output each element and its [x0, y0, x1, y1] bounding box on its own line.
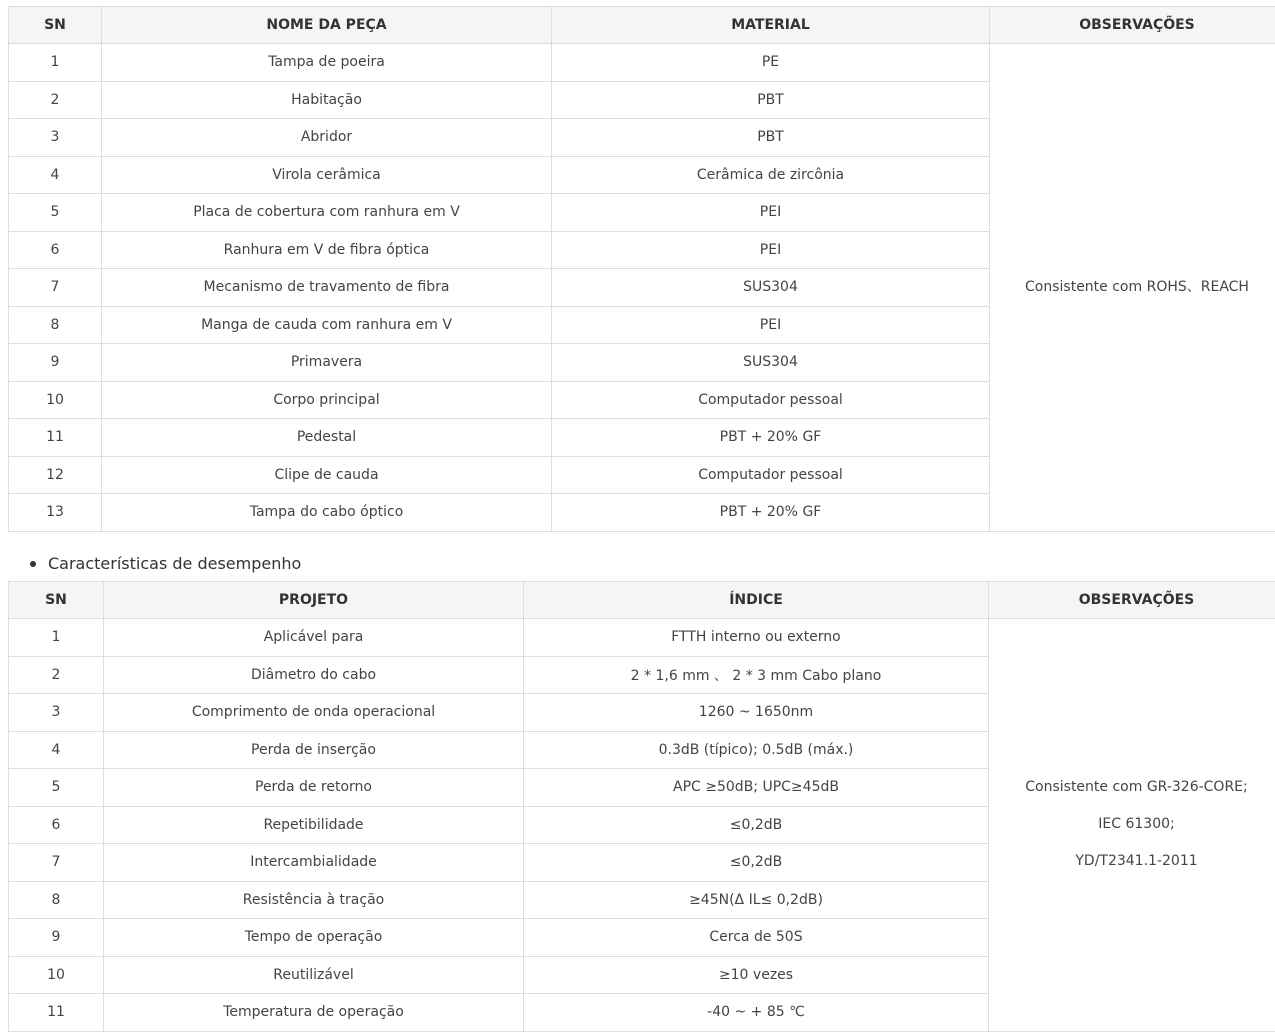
remarks-cell — [989, 619, 1275, 1032]
index-cell: 2 * 1,6 mm 、 2 * 3 mm Cabo plano — [524, 656, 989, 694]
materials-header-row — [9, 7, 1275, 44]
header-material: MATERIAL — [552, 7, 990, 44]
sn-cell: 4 — [9, 731, 104, 769]
header-index: ÍNDICE — [524, 582, 989, 619]
header-remarks: OBSERVAÇÕES — [989, 582, 1275, 619]
project-cell: Tempo de operação — [104, 919, 524, 957]
index-cell: 1260 ~ 1650nm — [524, 694, 989, 732]
project-cell: Resistência à tração — [104, 881, 524, 919]
materials-body — [9, 44, 1275, 532]
project-cell: Reutilizável — [104, 956, 524, 994]
sn-cell: 8 — [9, 306, 102, 344]
remark-line: IEC 61300; — [1098, 816, 1175, 833]
table-row — [9, 44, 1275, 82]
part-name-cell: Habitação — [102, 81, 552, 119]
part-name-cell: Clipe de cauda — [102, 456, 552, 494]
sn-cell: 5 — [9, 769, 104, 807]
part-name-cell: Placa de cobertura com ranhura em V — [102, 194, 552, 232]
bullet-icon — [30, 561, 36, 567]
part-name-cell: Abridor — [102, 119, 552, 157]
header-sn: SN — [9, 7, 102, 44]
material-cell: PBT — [552, 119, 990, 157]
performance-body — [9, 619, 1275, 1032]
part-name-cell: Manga de cauda com ranhura em V — [102, 306, 552, 344]
sn-cell: 5 — [9, 194, 102, 232]
sn-cell: 11 — [9, 419, 102, 457]
material-cell: Computador pessoal — [552, 456, 990, 494]
sn-cell: 3 — [9, 119, 102, 157]
project-cell: Perda de inserção — [104, 731, 524, 769]
index-cell: ≥45N(Δ IL≤ 0,2dB) — [524, 881, 989, 919]
remark-line: YD/T2341.1-2011 — [1075, 853, 1198, 870]
sn-cell: 4 — [9, 156, 102, 194]
sn-cell: 1 — [9, 44, 102, 82]
material-cell: PBT + 20% GF — [552, 494, 990, 532]
part-name-cell: Pedestal — [102, 419, 552, 457]
index-cell: ≥10 vezes — [524, 956, 989, 994]
sn-cell: 10 — [9, 381, 102, 419]
sn-cell: 9 — [9, 344, 102, 382]
index-cell: -40 ~ + 85 ℃ — [524, 994, 989, 1032]
performance-heading-text: Características de desempenho — [48, 554, 302, 573]
material-cell: Cerâmica de zircônia — [552, 156, 990, 194]
sn-cell: 1 — [9, 619, 104, 657]
sn-cell: 11 — [9, 994, 104, 1032]
part-name-cell: Ranhura em V de fibra óptica — [102, 231, 552, 269]
remarks-cell: Consistente com ROHS、REACH — [990, 44, 1275, 532]
sn-cell: 2 — [9, 656, 104, 694]
index-cell: Cerca de 50S — [524, 919, 989, 957]
materials-table — [8, 6, 1275, 532]
part-name-cell: Tampa de poeira — [102, 44, 552, 82]
project-cell: Diâmetro do cabo — [104, 656, 524, 694]
part-name-cell: Corpo principal — [102, 381, 552, 419]
material-cell: SUS304 — [552, 269, 990, 307]
header-part-name: NOME DA PEÇA — [102, 7, 552, 44]
performance-heading — [30, 554, 301, 573]
sn-cell: 7 — [9, 844, 104, 882]
project-cell: Aplicável para — [104, 619, 524, 657]
sn-cell: 2 — [9, 81, 102, 119]
material-cell: PBT — [552, 81, 990, 119]
project-cell: Perda de retorno — [104, 769, 524, 807]
material-cell: Computador pessoal — [552, 381, 990, 419]
table-row — [9, 619, 1275, 657]
sn-cell: 6 — [9, 806, 104, 844]
sn-cell: 6 — [9, 231, 102, 269]
index-cell: ≤0,2dB — [524, 844, 989, 882]
sn-cell: 12 — [9, 456, 102, 494]
material-cell: PEI — [552, 194, 990, 232]
sn-cell: 13 — [9, 494, 102, 532]
index-cell: ≤0,2dB — [524, 806, 989, 844]
header-sn: SN — [9, 582, 104, 619]
part-name-cell: Mecanismo de travamento de fibra — [102, 269, 552, 307]
sn-cell: 10 — [9, 956, 104, 994]
part-name-cell: Tampa do cabo óptico — [102, 494, 552, 532]
header-remarks: OBSERVAÇÕES — [990, 7, 1275, 44]
sn-cell: 7 — [9, 269, 102, 307]
material-cell: PEI — [552, 231, 990, 269]
material-cell: SUS304 — [552, 344, 990, 382]
index-cell: FTTH interno ou externo — [524, 619, 989, 657]
part-name-cell: Virola cerâmica — [102, 156, 552, 194]
sn-cell: 3 — [9, 694, 104, 732]
part-name-cell: Primavera — [102, 344, 552, 382]
sn-cell: 8 — [9, 881, 104, 919]
project-cell: Comprimento de onda operacional — [104, 694, 524, 732]
remark-line: Consistente com GR-326-CORE; — [1025, 779, 1248, 796]
index-cell: APC ≥50dB; UPC≥45dB — [524, 769, 989, 807]
material-cell: PE — [552, 44, 990, 82]
material-cell: PEI — [552, 306, 990, 344]
performance-table — [8, 581, 1275, 1032]
sn-cell: 9 — [9, 919, 104, 957]
index-cell: 0.3dB (típico); 0.5dB (máx.) — [524, 731, 989, 769]
project-cell: Intercambialidade — [104, 844, 524, 882]
project-cell: Repetibilidade — [104, 806, 524, 844]
header-project: PROJETO — [104, 582, 524, 619]
material-cell: PBT + 20% GF — [552, 419, 990, 457]
performance-header-row — [9, 582, 1275, 619]
project-cell: Temperatura de operação — [104, 994, 524, 1032]
